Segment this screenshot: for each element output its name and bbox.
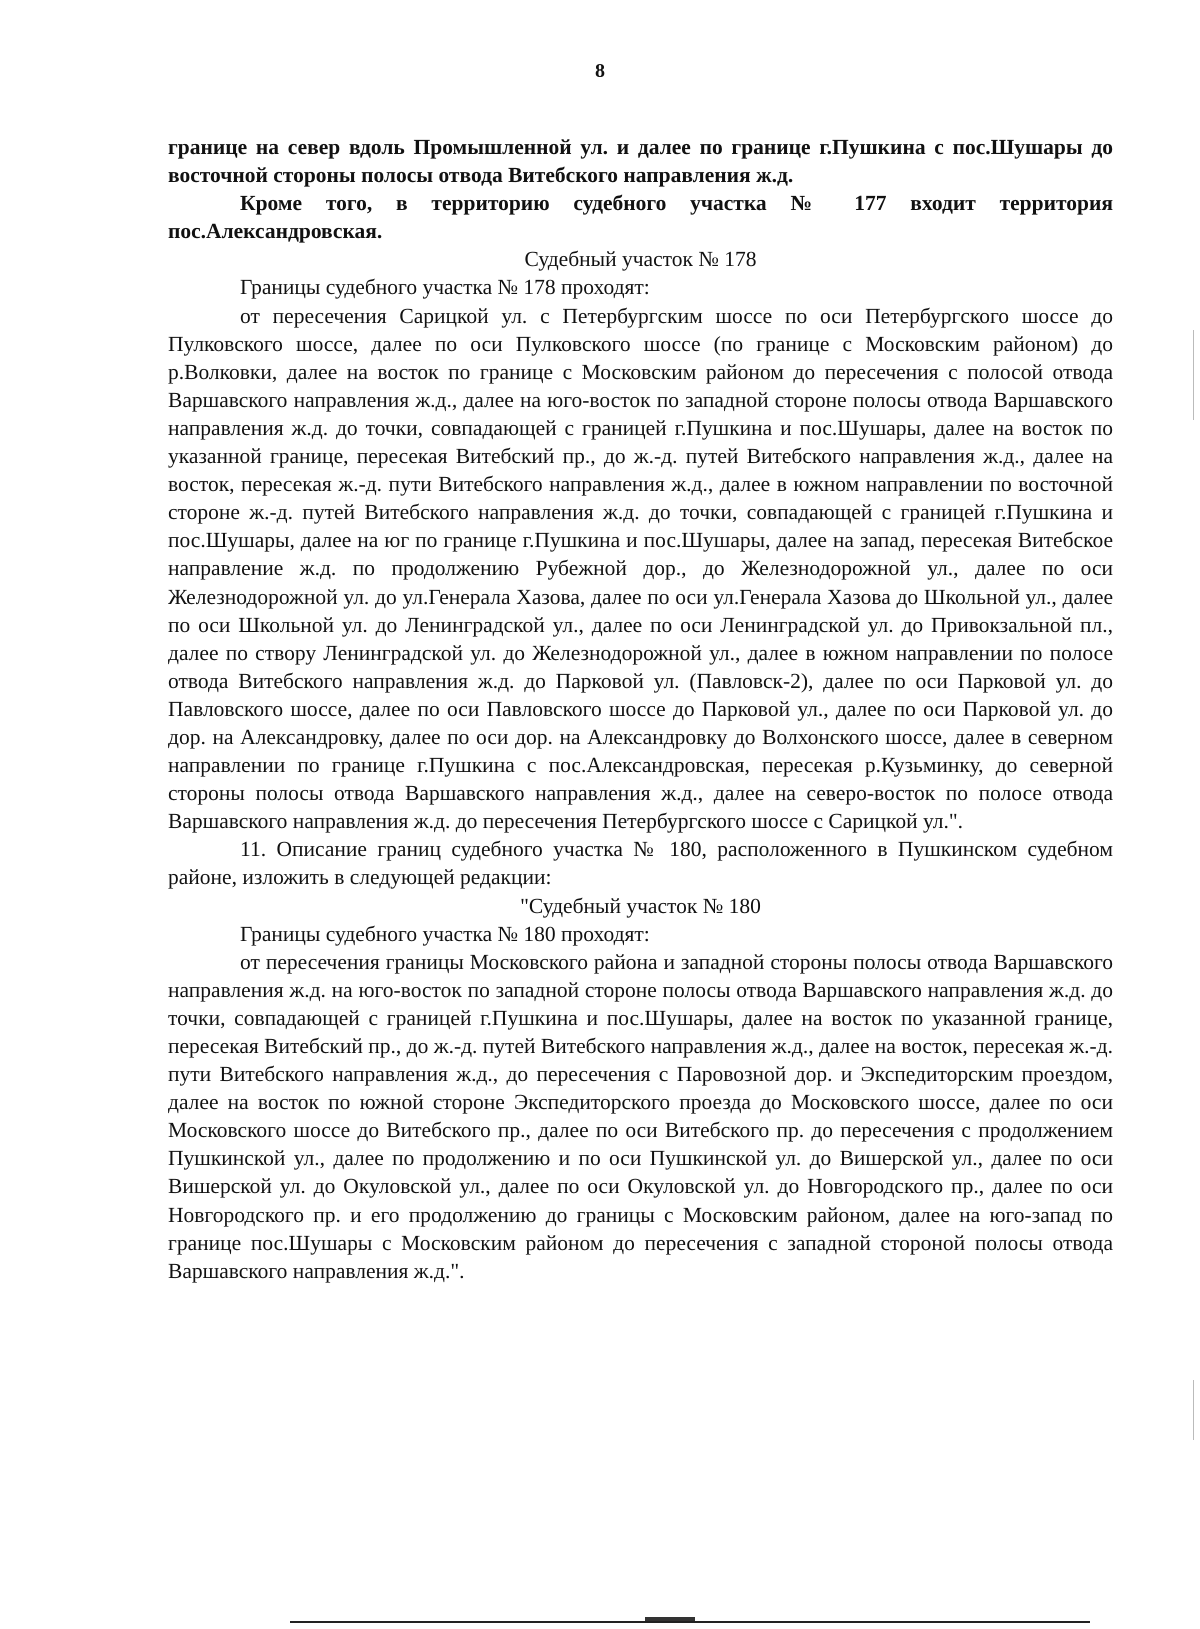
paragraph-boundaries-180-intro: Границы судебного участка № 180 проходят: — [240, 921, 650, 946]
paragraph-boundaries-178-intro: Границы судебного участка № 178 проходят: — [240, 275, 650, 300]
paragraph-boundaries-178: от пересечения Сарицкой ул. с Петербургским шоссе по оси Петербургского шоссе до Пулковского шоссе, далее по оси Пулковского шоссе (по границе с Московским районом) до р.Волковки, далее на восток по границе с Московским районом до пересечения с полосой отвода Варшавского направления ж.д., далее на юго-восток по западной стороне полосы отвода Варшавского направления ж.д. до точки, совпадающей с границей г.Пушкина и пос.Шушары, далее на восток по указанной границе, пересекая Витебский пр., до ж.-д. путей Витебского направления ж.д., далее на восток, пересекая ж.-д. пути Витебского направления ж.д., далее в южном направлении по восточной стороне ж.-д. путей Витебского направления ж.д. до точки, совпадающей с границей г.Пушкина и пос.Шушары, далее на юг по границе г.Пушкина и пос.Шушары, далее на запад, пересекая Витебское направление ж.д. по продолжению Рубежной дор., до Железнодорожной ул., далее по оси Железнодорожной ул. до ул.Генерала Хазова, далее по оси ул.Генерала Хазова до Школьной ул., далее по оси Школьной ул. до Ленинградской ул., далее по оси Ленинградской ул. до Привокзальной пл., далее по створу Ленинградской ул. до Железнодорожной ул., далее в южном направлении по полосе отвода Витебского направления ж.д. до Парковой ул. (Павловск-2), далее по оси Парковой ул. до Павловского шоссе, далее по оси Павловского шоссе до Парковой ул., далее по оси Парковой ул. до дор. на Александровку, далее по оси дор. на Александровку до Волхонского шоссе, далее в северном направлении по границе г.Пушкина с пос.Александровская, пересекая р.Кузьминку, до северной стороны полосы отвода Варшавского направления ж.д., далее на северо-восток по полосе отвода Варшавского направления ж.д. до пересечения Петербургского шоссе с Сарицкой ул.". — [168, 303, 1113, 834]
paragraph-item-11: 11. Описание границ судебного участка № 180, расположенного в Пушкинском судебном районе, изложить в следующей редакции: — [168, 837, 1113, 890]
heading-district-178: Судебный участок № 178 — [524, 247, 757, 272]
paragraph-territory-177: Кроме того, в территорию судебного участка № 177 входит территория пос.Александровская. — [168, 191, 1113, 244]
document-body — [168, 133, 1113, 1285]
scan-edge-mark — [1193, 330, 1194, 420]
paragraph-continuation: границе на север вдоль Промышленной ул. и далее по границе г.Пушкина с пос.Шушары до восточной стороны полосы отвода Витебского направления ж.д. — [168, 135, 1113, 188]
scan-bottom-mark — [645, 1617, 695, 1621]
heading-district-180: "Судебный участок № 180 — [520, 893, 761, 918]
scan-bottom-line — [290, 1621, 1090, 1623]
scan-edge-mark — [1193, 1380, 1194, 1440]
page-number: 8 — [595, 60, 605, 82]
paragraph-boundaries-180: от пересечения границы Московского района и западной стороны полосы отвода Варшавского направления ж.д. на юго-восток по западной стороне полосы отвода Варшавского направления ж.д. до точки, совпадающей с границей г.Пушкина и пос.Шушары, далее на восток по указанной границе, пересекая Витебский пр., до ж.-д. путей Витебского направления ж.д., далее на восток, пересекая ж.-д. пути Витебского направления ж.д., до пересечения с Паровозной дор. и Экспедиторским проездом, далее на восток по южной стороне Экспедиторского проезда до Московского шоссе, далее по оси Московского шоссе до Витебского пр., далее по оси Витебского пр. до пересечения с продолжением Пушкинской ул., далее по продолжению и по оси Пушкинской ул. до Вишерской ул., далее по оси Вишерской ул. до Окуловской ул., далее по оси Окуловской ул. до Новгородского пр., далее по оси Новгородского пр. и его продолжению до границы с Московским районом, далее на юго-запад по границе пос.Шушары с Московским районом до пересечения с западной стороной полосы отвода Варшавского направления ж.д.". — [168, 949, 1113, 1283]
